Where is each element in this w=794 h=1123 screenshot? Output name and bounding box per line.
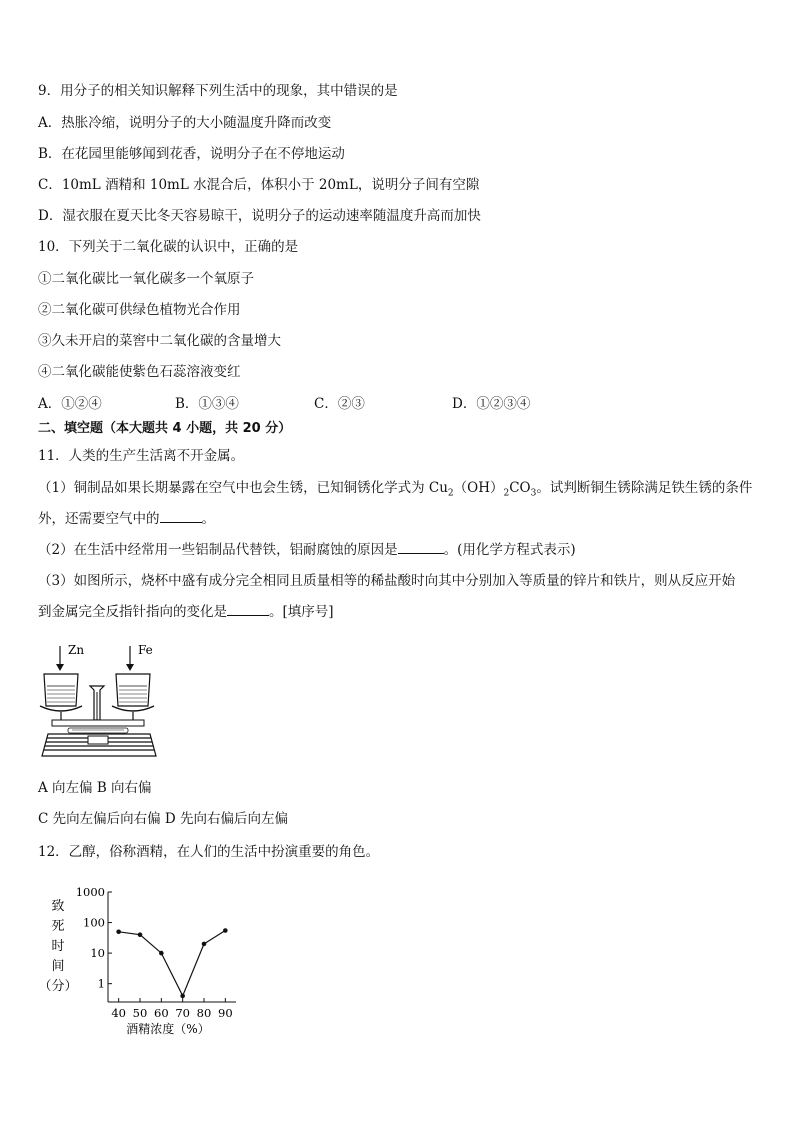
x-tick-label: 90 <box>218 1006 233 1020</box>
q10-statement-4: ④二氧化碳能使紫色石蕊溶液变红 <box>38 364 241 380</box>
q10-option-c: C．②③ <box>314 396 365 412</box>
q11-part1-line2 <box>38 510 215 528</box>
y-tick-label: 1 <box>97 976 105 991</box>
q9-option-d: D．湿衣服在夏天比冬天容易晾干，说明分子的运动速率随温度升高而加快 <box>38 208 481 224</box>
q9-option-c: C．10mL 酒精和 10mL 水混合后，体积小于 20mL，说明分子间有空隙 <box>38 177 480 193</box>
q10-option-d: D．①②③④ <box>452 396 531 412</box>
pointer-stand <box>90 686 104 720</box>
y-label-char: （分） <box>38 979 78 994</box>
right-beaker <box>116 674 150 706</box>
formula-part: （OH） <box>453 480 504 496</box>
x-tick-label: 80 <box>196 1006 212 1020</box>
formula-subscript: 3 <box>530 488 537 499</box>
y-label-char: 死 <box>51 919 65 934</box>
q10-option-a: A．①②④ <box>38 396 102 412</box>
formula-subscript: 2 <box>447 488 454 499</box>
y-tick-label: 100 <box>83 915 105 930</box>
section-heading-fill-in: 二、填空题（本大题共 4 小题，共 20 分） <box>38 421 292 436</box>
q11-part1-line2-end: 。 <box>201 511 215 527</box>
answer-blank[interactable] <box>398 541 444 554</box>
data-point <box>116 929 121 934</box>
right-pan <box>112 706 154 711</box>
q10-statement-2: ②二氧化碳可供绿色植物光合作用 <box>38 302 241 318</box>
x-tick-label: 60 <box>154 1006 169 1020</box>
q11-part1-line1 <box>38 479 752 503</box>
y-tick-label: 1000 <box>75 885 105 899</box>
data-point <box>202 942 207 947</box>
balance-beam <box>52 720 144 733</box>
q11-part1-line2-text: 外，还需要空气中的 <box>38 511 160 527</box>
answer-blank[interactable] <box>160 510 202 523</box>
q11-part3-line2-text: 到金属完全反指针指向的变化是 <box>38 604 227 620</box>
series-line <box>119 931 226 996</box>
y-ticks <box>76 885 112 991</box>
q11-stem: 11．人类的生产生活离不开金属。 <box>38 448 245 464</box>
y-label-char: 致 <box>51 899 65 914</box>
answer-blank[interactable] <box>227 603 269 616</box>
q11-part3-line2-end: 。[填序号] <box>269 604 334 620</box>
x-tick-label: 50 <box>132 1006 148 1020</box>
x-axis-label: 酒精浓度（%） <box>126 1022 210 1036</box>
left-beaker <box>44 674 78 706</box>
q9-stem: 9．用分子的相关知识解释下列生活中的现象，其中错误的是 <box>38 83 398 99</box>
zn-arrow-icon <box>56 646 64 671</box>
q11-options-cd: C 先向左偏后向右偏 D 先向右偏后向左偏 <box>38 811 289 827</box>
data-points <box>116 928 227 998</box>
y-label-char: 时 <box>51 939 65 954</box>
data-point <box>223 928 228 933</box>
chart-axes <box>108 892 236 1002</box>
data-point <box>138 932 143 937</box>
q12-stem: 12．乙醇，俗称酒精，在人们的生活中扮演重要的角色。 <box>38 844 380 860</box>
q10-statement-1: ①二氧化碳比一氧化碳多一个氧原子 <box>38 271 254 287</box>
q11-part3-line2 <box>38 603 334 621</box>
left-pan <box>40 706 82 711</box>
q11-part3-line1: （3）如图所示，烧杯中盛有成分完全相同且质量相等的稀盐酸时向其中分别加入等质量的锌片和铁片，则从反应开始 <box>38 573 736 589</box>
data-point <box>159 951 164 956</box>
fe-arrow-icon <box>126 646 134 671</box>
q11-part1-text-end: 。试判断铜生锈除满足铁生锈的条件 <box>536 480 753 496</box>
x-tick-label: 40 <box>111 1006 126 1020</box>
y-axis-label <box>38 899 77 994</box>
q9-option-b: B．在花园里能够闻到花香，说明分子在不停地运动 <box>38 146 345 162</box>
formula-subscript: 2 <box>503 488 510 499</box>
alcohol-lethality-chart <box>36 880 256 1045</box>
balance-base <box>42 734 156 756</box>
q10-option-b: B．①③④ <box>175 396 239 412</box>
q10-statement-3: ③久未开启的菜窖中二氧化碳的含量增大 <box>38 333 281 349</box>
label-fe: Fe <box>138 643 153 657</box>
x-ticks <box>111 998 232 1020</box>
y-tick-label: 10 <box>90 946 105 961</box>
q11-options-ab: A 向左偏 B 向右偏 <box>38 780 152 796</box>
q9-option-a: A．热胀冷缩，说明分子的大小随温度升降而改变 <box>38 115 332 131</box>
q11-part2-text: （2）在生活中经常用一些铝制品代替铁，铝耐腐蚀的原因是 <box>38 542 398 558</box>
q10-stem: 10．下列关于二氧化碳的认识中，正确的是 <box>38 239 299 255</box>
formula-part: CO <box>509 480 531 496</box>
label-zn: Zn <box>68 643 85 657</box>
q11-part2 <box>38 541 576 559</box>
balance-scale-figure <box>38 640 198 762</box>
y-label-char: 间 <box>51 959 65 974</box>
data-point <box>180 994 185 999</box>
q11-part2-end: 。(用化学方程式表示) <box>443 542 576 558</box>
q11-part1-text: （1）铜制品如果长期暴露在空气中也会生锈，已知铜锈化学式为 Cu <box>38 480 448 496</box>
x-tick-label: 70 <box>175 1006 190 1020</box>
